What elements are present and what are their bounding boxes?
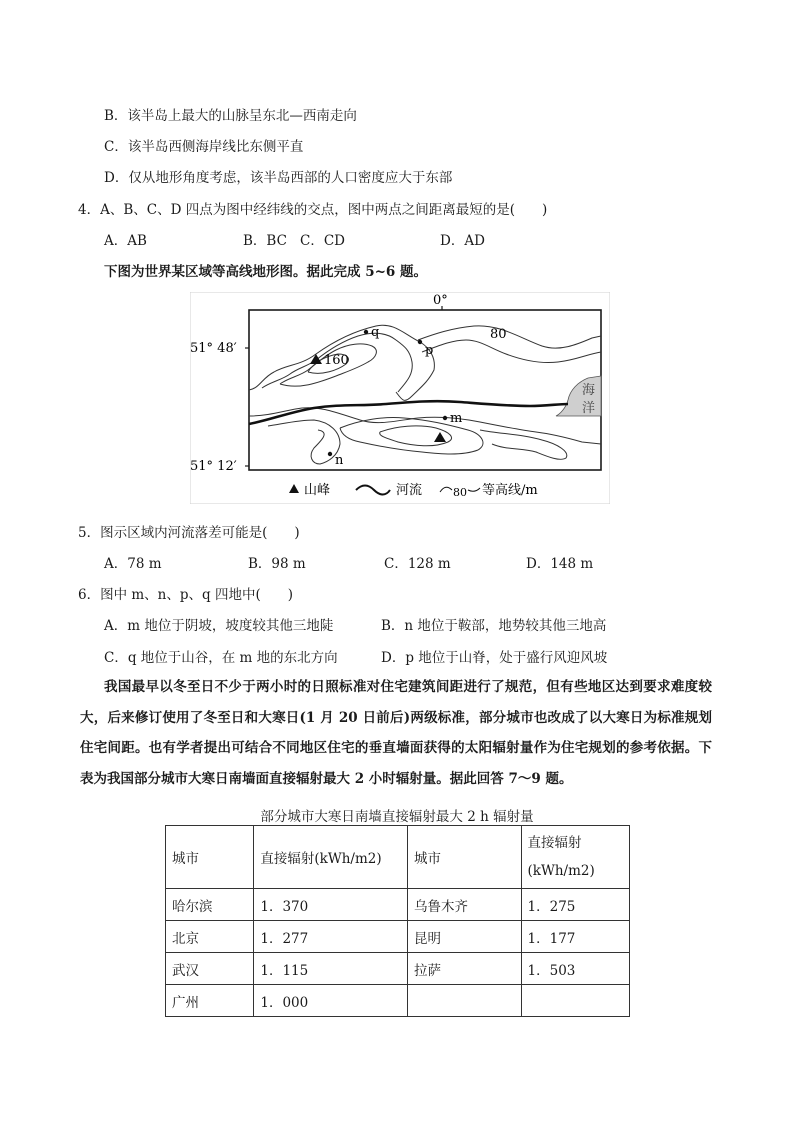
intro-7-9: 我国最早以冬至日不少于两小时的日照标准对住宅建筑间距进行了规范，但有些地区达到要求难度较大，后来修订使用了冬至日和大寒日(1 月 20 日前后)两级标准，部分城市也改成了以大寒日为标准规划住宅间距。也有学者提出可结合不同地区住宅的垂直墙面获得的太阳辐射量作为住宅规划的参考依据。下表为我国部分城市大寒日南墙面直接辐射最大 2 小时辐射量。据此回答 7～9 题。 (80, 679, 712, 787)
table-row (166, 889, 630, 921)
q4-stem: 4．A、B、C、D 四点为图中经纬线的交点，图中两点之间距离最短的是( ) (78, 202, 548, 218)
q3-option-d: D．仅从地形角度考虑，该半岛西部的人口密度应大于东部 (104, 170, 453, 186)
table-header-cell: 城市 (166, 826, 254, 889)
q4-option-a: A．AB (104, 233, 147, 249)
intro-5-6: 下图为世界某区域等高线地形图。据此完成 5~6 题。 (104, 264, 427, 280)
table-cell: 拉萨 (408, 953, 521, 985)
table-row (166, 953, 630, 985)
legend-contour-icon-left (440, 487, 452, 492)
latitude-bottom-label: 51° 12′ (190, 459, 237, 474)
table-cell: 1．277 (254, 921, 408, 953)
point-n-label: n (335, 453, 344, 468)
q6-option-d: D．p 地位于山脊，处于盛行风迎风坡 (381, 650, 608, 666)
table-cell: 武汉 (166, 953, 254, 985)
q4-option-b: B．BC (243, 233, 287, 249)
q5-option-a: A．78 m (104, 556, 162, 572)
point-m-dot (443, 416, 447, 420)
legend-peak-label: 山峰 (304, 483, 331, 498)
table-cell: 北京 (166, 921, 254, 953)
q3-option-b: B．该半岛上最大的山脉呈东北—西南走向 (104, 108, 357, 124)
point-n-dot (328, 452, 332, 456)
table-cell: 哈尔滨 (166, 889, 254, 921)
point-q-label: q (371, 325, 380, 340)
point-q-dot (364, 330, 368, 334)
contour-80-label: 80 (490, 327, 507, 342)
q5-option-b: B．98 m (248, 556, 306, 572)
table-row (166, 985, 630, 1017)
table-cell: 1．177 (521, 921, 629, 953)
legend-contour-icon-right (468, 488, 480, 491)
q6-option-c: C．q 地位于山谷，在 m 地的东北方向 (104, 650, 338, 666)
point-p-label: p (425, 343, 434, 358)
table-cell (521, 985, 629, 1017)
table-header-cell: 直接辐射(kWh/m2) (521, 826, 629, 889)
table-cell: 昆明 (408, 921, 521, 953)
q6-option-a: A．m 地位于阴坡，坡度较其他三地陡 (104, 618, 334, 634)
table-header-cell: 城市 (408, 826, 521, 889)
table-row (166, 921, 630, 953)
table-header-cell: 直接辐射(kWh/m2) (254, 826, 408, 889)
radiation-table (165, 825, 630, 1017)
table-cell: 1．000 (254, 985, 408, 1017)
q6-stem: 6．图中 m、n、p、q 四地中( ) (78, 587, 293, 603)
contour-map (190, 292, 610, 504)
point-p-dot (418, 340, 422, 344)
table-cell (408, 985, 521, 1017)
legend-contour-label: 等高线/m (482, 483, 538, 498)
q3-option-c: C．该半岛西侧海岸线比东侧平直 (104, 139, 304, 155)
q5-stem: 5．图示区域内河流落差可能是( ) (78, 525, 300, 541)
table-header-row (166, 826, 630, 889)
legend-contour-value: 80 (453, 486, 467, 499)
longitude-label: 0° (433, 293, 448, 308)
table-cell: 1．370 (254, 889, 408, 921)
q5-option-d: D．148 m (526, 556, 594, 572)
table-cell: 广州 (166, 985, 254, 1017)
table-cell: 乌鲁木齐 (408, 889, 521, 921)
q5-option-c: C．128 m (384, 556, 451, 572)
peak-north-label: 160 (324, 353, 349, 368)
legend-river-icon (356, 486, 390, 495)
point-m-label: m (450, 411, 463, 426)
table-cell: 1．503 (521, 953, 629, 985)
sea-label-1: 海 (582, 383, 596, 398)
sea-label-2: 洋 (582, 401, 596, 416)
q6-option-b: B．n 地位于鞍部，地势较其他三地高 (381, 618, 607, 634)
legend-river-label: 河流 (396, 483, 423, 498)
table-caption: 部分城市大寒日南墙直接辐射最大 2 h 辐射量 (260, 809, 534, 825)
table-cell: 1．115 (254, 953, 408, 985)
latitude-top-label: 51° 48′ (190, 341, 237, 356)
q4-option-c: C．CD (300, 233, 345, 249)
legend-peak-icon (289, 484, 299, 493)
q4-option-d: D．AD (440, 233, 485, 249)
table-cell: 1．275 (521, 889, 629, 921)
